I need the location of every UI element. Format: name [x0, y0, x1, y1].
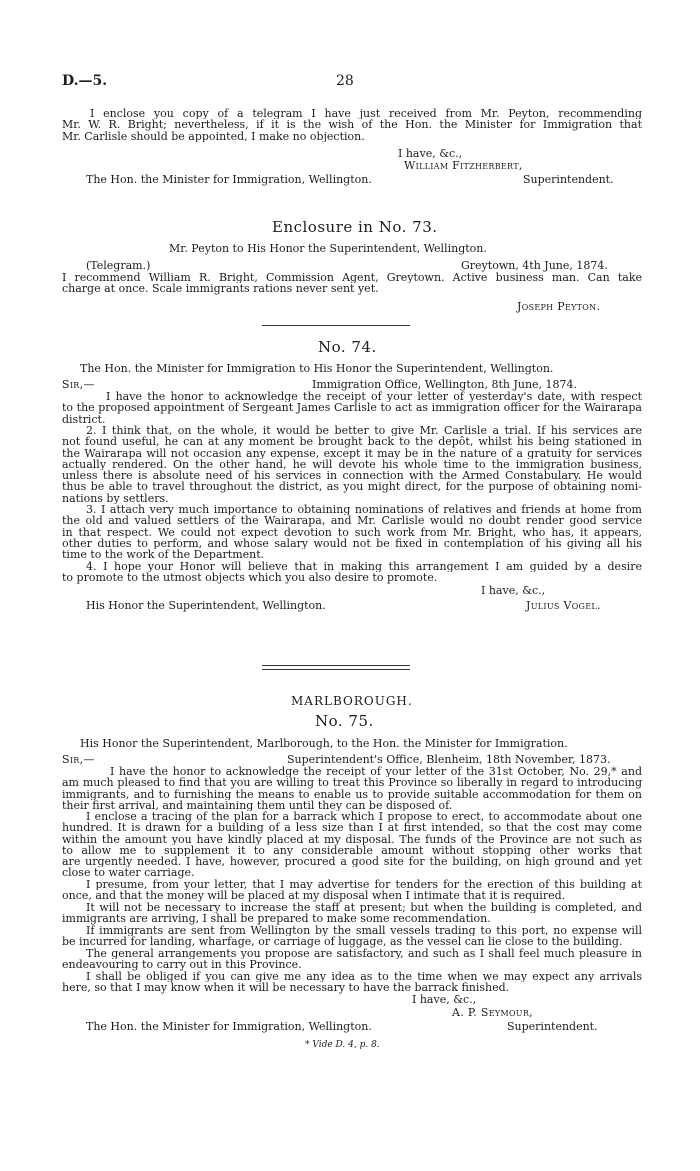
text-line: once, and that the money will be placed at my disposal when I intimate that it is required.: [62, 890, 566, 902]
signatory-title: Superintendent.: [507, 1020, 598, 1033]
text-line: I presume, from your letter, that I may advertise for tenders for the erection of this building at: [86, 879, 642, 891]
telegram-body: [62, 272, 642, 295]
text-line: hundred. It is drawn for a building of a less size than I at first intended, so that the cost may come: [62, 822, 642, 834]
document-reference: D.—5.: [62, 73, 108, 89]
text-line: am much pleased to find that you are willing to treat this Province so liberally in regard to introducing: [62, 777, 642, 789]
signature: Joseph Peyton.: [517, 300, 601, 313]
signature: A. P. Seymour,: [452, 1006, 533, 1019]
letter-paragraph: [62, 391, 642, 425]
place-date: Immigration Office, Wellington, 8th June, 1874.: [312, 378, 578, 391]
text-line: the Wairarapa will not occasion any expense, except it may be in the nature of a gratuity for services: [62, 447, 642, 459]
text-line: I enclose a tracing of the plan for a barrack which I propose to erect, to accommodate about one: [86, 811, 642, 823]
text-line: I shall be obliged if you can give me any idea as to the time when we may expect any arrivals: [86, 971, 642, 983]
text-line: It will not be necessary to increase the staff at present; but when the building is completed, and: [86, 902, 642, 914]
text-line: endeavouring to carry out in this Province.: [62, 959, 302, 971]
letter-paragraph: [62, 925, 642, 948]
text-line: to the proposed appointment of Sergeant James Carlisle to act as immigration officer for the Wairarapa: [62, 402, 642, 414]
text-line: I recommend William R. Bright, Commission Agent, Greytown. Active business man. Can take: [62, 272, 642, 284]
text-line: not found useful, he can at any moment be brought back to the depôt, whilst his being stationed in: [62, 436, 642, 448]
letter-paragraph: [62, 504, 642, 560]
intro-paragraph: [62, 108, 642, 142]
place-date: Greytown, 4th June, 1874.: [461, 259, 608, 272]
addressee: The Hon. the Minister for Immigration, Wellington.: [86, 173, 372, 186]
footnote: * Vide D. 4, p. 8.: [305, 1040, 380, 1050]
text-line: 3. I attach very much importance to obtaining nominations of relatives and friends at home from: [86, 504, 642, 516]
text-line: to promote to the utmost objects which you also desire to promote.: [62, 572, 438, 584]
signature: William Fitzherbert,: [404, 159, 523, 172]
letter-paragraph: [62, 811, 642, 879]
from-to-line: The Hon. the Minister for Immigration to His Honor the Superintendent, Wellington.: [80, 362, 554, 375]
text-line: their first arrival, and maintaining them until they can be disposed of.: [62, 799, 453, 812]
section-heading: No. 74.: [318, 338, 377, 356]
closing: I have, &c.,: [412, 993, 477, 1006]
text-line: unless there is absolute need of his services in connection with the Armed Constabulary. He would: [62, 470, 642, 482]
letter-paragraph: [62, 902, 642, 925]
letter-paragraph: [62, 766, 642, 811]
text-line: here, so that I may know when it will be necessary to have the barrack finished.: [62, 982, 510, 994]
place-date: Superintendent's Office, Blenheim, 18th November, 1873.: [287, 753, 611, 766]
text-line: 2. I think that, on the whole, it would be better to give Mr. Carlisle a trial. If his services are: [86, 425, 642, 437]
text-line: thus be able to travel throughout the district, as you might direct, for the purpose of obtaining nomi-: [62, 481, 642, 493]
signature: Julius Vogel.: [526, 599, 601, 612]
text-line: immigrants are arriving, I shall be prepared to make some recommendation.: [62, 913, 491, 925]
section-heading: No. 75.: [315, 712, 374, 730]
text-line: close to water carriage.: [62, 867, 195, 879]
text-line: the old and valued settlers of the Wairarapa, and Mr. Carlisle would no doubt render good service: [62, 515, 642, 527]
closing: I have, &c.,: [481, 584, 546, 597]
text-line: other duties to perform, and whose salary would not be fixed in contemplation of his giving all his: [62, 537, 642, 550]
salutation: Sir,—: [62, 753, 95, 766]
salutation: Sir,—: [62, 378, 95, 391]
addressee: His Honor the Superintendent, Wellington.: [86, 599, 326, 612]
letter-paragraph: [62, 425, 642, 504]
text-line: I have the honor to acknowledge the receipt of your letter of the 31st October, No. 29,* and: [110, 766, 642, 778]
text-line: be incurred for landing, wharfage, or carriage of luggage, as the vessel can lie close to the building.: [62, 936, 623, 948]
letter-paragraph: [62, 879, 642, 902]
text-line: to allow me to supplement it to any considerable amount without stopping other works that: [62, 844, 642, 857]
text-line: in that respect. We could not expect devotion to such work from Mr. Bright, who has, it appears,: [62, 526, 642, 538]
text-line: If immigrants are sent from Wellington by the small vessels trading to this port, no expense will: [86, 925, 642, 937]
text-line: charge at once. Scale immigrants rations never sent yet.: [62, 283, 379, 295]
text-line: I enclose you copy of a telegram I have just received from Mr. Peyton, recommending: [90, 108, 642, 120]
closing: I have, &c.,: [398, 147, 463, 160]
from-to-line: His Honor the Superintendent, Marlborough, to the Hon. the Minister for Immigration.: [80, 737, 568, 750]
text-line: Mr. Carlisle should be appointed, I make no objection.: [62, 130, 365, 142]
text-line: district.: [62, 413, 106, 425]
divider: [262, 669, 410, 670]
text-line: The general arrangements you propose are satisfactory, and such as I shall feel much pleasure in: [86, 948, 642, 960]
letter-paragraph: [62, 561, 642, 584]
text-line: immigrants, and to furnishing the means to enable us to provide suitable accommodation for them on: [62, 788, 642, 800]
text-line: are urgently needed. I have, however, procured a good site for the building, on high ground and yet: [62, 856, 642, 868]
divider: [262, 325, 410, 326]
from-to-line: Mr. Peyton to His Honor the Superintendent, Wellington.: [169, 242, 487, 255]
text-line: time to the work of the Department.: [62, 549, 265, 561]
letter-paragraph: [62, 948, 642, 971]
page-number: 28: [336, 73, 354, 89]
letter-paragraph: [62, 971, 642, 994]
region-heading: MARLBOROUGH.: [291, 694, 413, 708]
text-line: actually rendered. On the other hand, he will devote his whole time to the immigration business,: [62, 458, 642, 471]
telegram-tag: (Telegram.): [86, 259, 151, 272]
section-heading: Enclosure in No. 73.: [272, 218, 438, 236]
text-line: within the amount you have kindly placed at my disposal. The funds of the Province are not such as: [62, 833, 642, 845]
addressee: The Hon. the Minister for Immigration, Wellington.: [86, 1020, 372, 1033]
text-line: I have the honor to acknowledge the receipt of your letter of yesterday's date, with respect: [106, 391, 642, 403]
signatory-title: Superintendent.: [523, 173, 614, 186]
text-line: Mr. W. R. Bright; nevertheless, if it is the wish of the Hon. the Minister for Immigration that: [62, 119, 642, 131]
text-line: 4. I hope your Honor will believe that in making this arrangement I am guided by a desire: [86, 561, 642, 573]
divider: [262, 665, 410, 666]
text-line: nations by settlers.: [62, 492, 169, 505]
